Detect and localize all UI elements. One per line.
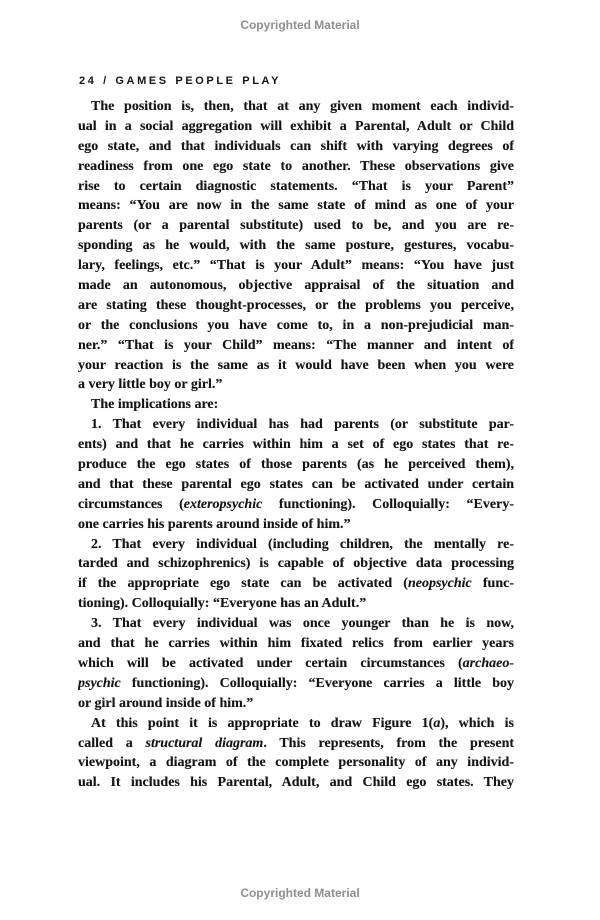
text-segment: ego state, and that individuals can shift with varying degrees of: [78, 138, 514, 154]
italic-text-segment: exteropsychic: [183, 496, 263, 512]
text-segment: circumstances (: [78, 496, 184, 512]
text-segment: ner.” “That is your Child” means: “The manner and intent of: [78, 337, 514, 353]
text-segment: The position is, then, that at any given moment each individ-: [91, 99, 514, 114]
text-line: [78, 296, 514, 316]
text-segment: sponding as he would, with the same posture, gestures, vocabu-: [78, 238, 514, 254]
text-segment: are stating these thought-processes, or the problems you perceive,: [78, 297, 514, 313]
text-segment: and that he carries within him fixated relics from earlier years: [78, 636, 514, 652]
text-line: [78, 276, 514, 296]
text-segment: produce the ego states of those parents (as he perceived them),: [78, 457, 514, 473]
italic-text-segment: neopsychic: [407, 576, 472, 592]
text-line: [78, 634, 514, 654]
text-segment: ual. It includes his Parental, Adult, and Child ego states. They: [78, 775, 514, 791]
text-line: [78, 734, 514, 754]
text-line: [78, 753, 514, 773]
text-segment: ), which is: [440, 715, 514, 731]
text-segment: readiness from one ego state to another. These observations give: [78, 158, 514, 174]
text-segment: lary, feelings, etc.” “That is your Adult” means: “You have just: [78, 258, 514, 274]
text-line: [78, 475, 514, 495]
text-line: [78, 674, 514, 694]
text-line: [78, 236, 514, 256]
text-line: [78, 316, 514, 336]
text-line: [78, 435, 514, 455]
text-line: [78, 196, 514, 216]
text-segment: tioning). Colloquially: “Everyone has an Adult.”: [78, 596, 367, 612]
text-line: [78, 395, 514, 415]
text-line: [78, 415, 514, 435]
text-segment: . This represents, from the present: [263, 735, 514, 751]
text-segment: At this point it is appropriate to draw Figure 1(: [91, 715, 434, 731]
text-segment: 3. That every individual was once younger than he is now,: [91, 616, 514, 632]
text-segment: viewpoint, a diagram of the complete personality of any individ-: [78, 755, 514, 771]
text-line: [78, 574, 514, 594]
text-segment: made an autonomous, objective appraisal of the situation and: [78, 278, 514, 294]
text-line: [78, 216, 514, 236]
text-segment: a very little boy or girl.”: [78, 377, 223, 393]
text-line: [78, 256, 514, 276]
text-line: [78, 495, 514, 515]
text-segment: ual in a social aggregation will exhibit a Parental, Adult or Child: [78, 118, 514, 134]
text-line: [78, 455, 514, 475]
text-segment: func-: [471, 576, 514, 592]
text-line: [78, 773, 514, 793]
text-segment: 1. That every individual has had parents (or substitute par-: [91, 417, 514, 433]
text-segment: functioning). Colloquially: “Every-: [262, 496, 514, 512]
text-segment: which will be activated under certain circumstances (: [78, 655, 463, 671]
text-line: [78, 594, 514, 614]
text-segment: 2. That every individual (including children, the mentally re-: [91, 536, 514, 552]
text-line: [78, 654, 514, 674]
text-segment: and that these parental ego states can be activated under certain: [78, 476, 514, 492]
text-line: [78, 157, 514, 177]
text-line: [78, 714, 514, 734]
text-line: [78, 375, 514, 395]
text-line: [78, 117, 514, 137]
text-block: [78, 97, 514, 793]
text-line: [78, 177, 514, 197]
text-line: [78, 614, 514, 634]
text-segment: ents) and that he carries within him a set of ego states that re-: [78, 437, 514, 453]
italic-text-segment: a: [433, 715, 441, 731]
italic-text-segment: structural diagram: [145, 735, 264, 751]
italic-text-segment: psychic: [78, 675, 121, 691]
text-line: [78, 97, 514, 117]
copyright-watermark-top: Copyrighted Material: [240, 18, 360, 32]
text-segment: The implications are:: [91, 397, 219, 413]
text-segment: or the conclusions you have come to, in a non-prejudicial man-: [78, 317, 514, 333]
text-segment: or girl around inside of him.”: [78, 695, 254, 711]
page-header: 24 / GAMES PEOPLE PLAY: [79, 75, 282, 87]
text-segment: if the appropriate ego state can be activated (: [78, 576, 408, 592]
text-segment: means: “You are now in the same state of mind as one of your: [78, 198, 514, 214]
text-line: [78, 535, 514, 555]
text-segment: functioning). Colloquially: “Everyone carries a little boy: [120, 675, 514, 691]
text-line: [78, 137, 514, 157]
text-line: [78, 336, 514, 356]
text-segment: rise to certain diagnostic statements. “That is your Parent”: [78, 178, 514, 194]
text-segment: tarded and schizophrenics) is capable of objective data processing: [78, 556, 514, 572]
text-segment: one carries his parents around inside of him.”: [78, 516, 351, 532]
text-line: [78, 356, 514, 376]
text-line: [78, 515, 514, 535]
text-line: [78, 694, 514, 714]
text-segment: parents (or a parental substitute) used to be, and you are re-: [78, 218, 514, 234]
text-segment: your reaction is the same as it would have been when you were: [78, 357, 514, 373]
text-segment: called a: [78, 735, 146, 751]
copyright-watermark-bottom: Copyrighted Material: [240, 886, 360, 900]
text-line: [78, 554, 514, 574]
italic-text-segment: archaeo-: [462, 655, 514, 671]
